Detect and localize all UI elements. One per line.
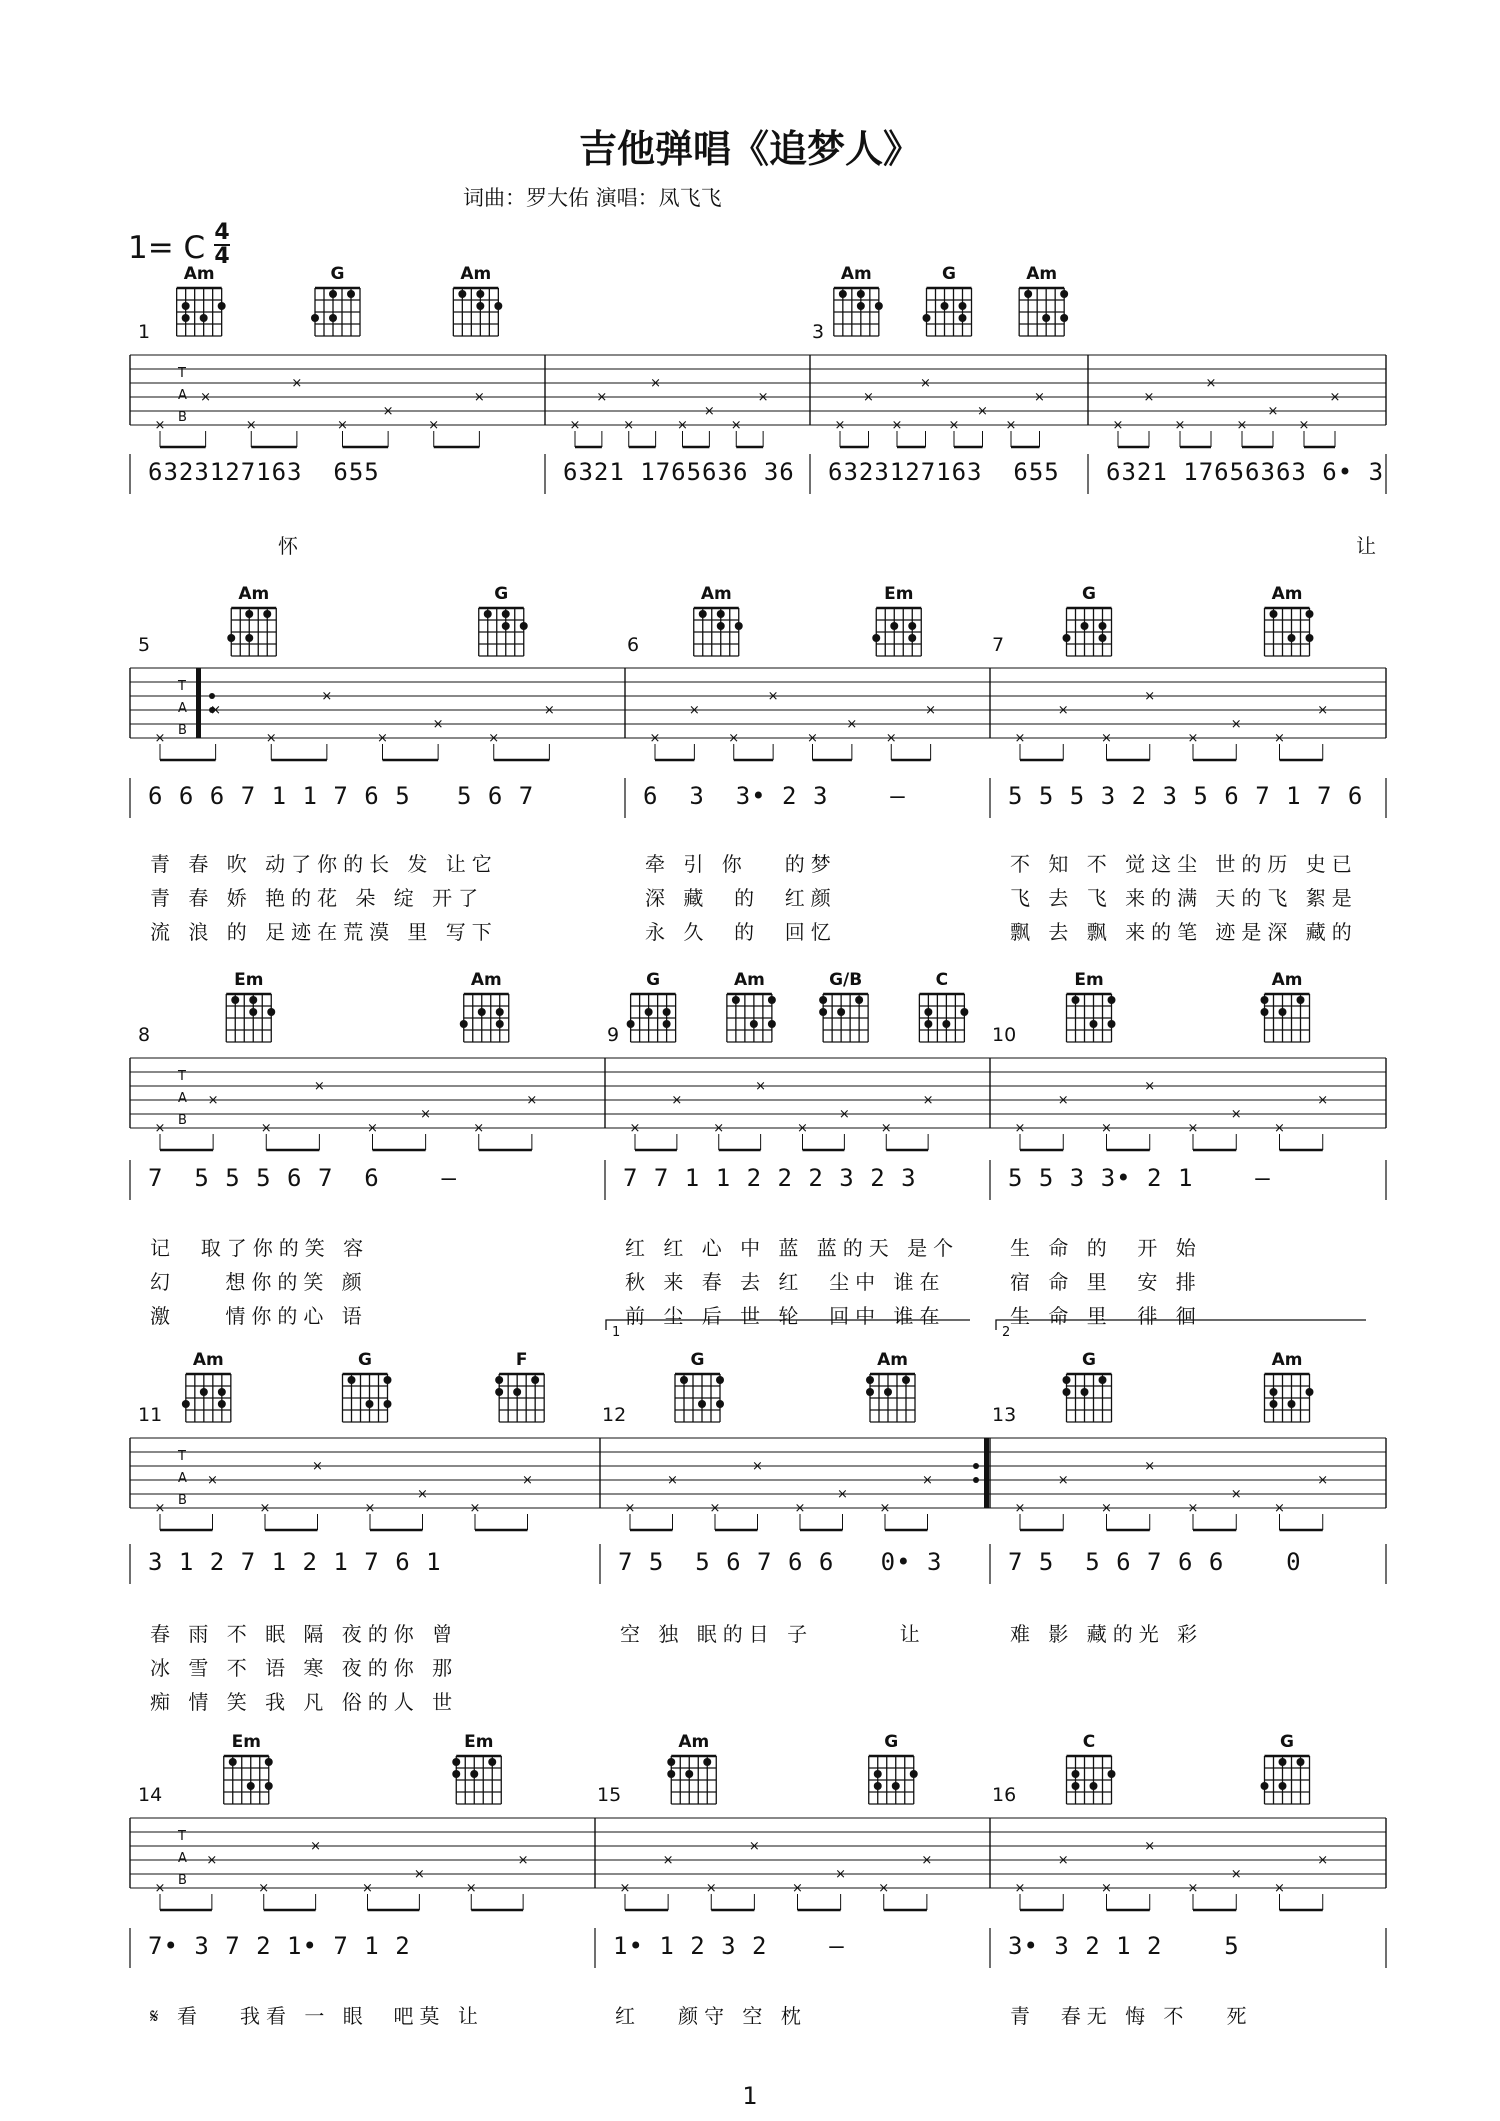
tab-fret-mark: ×	[688, 703, 700, 718]
tab-fret-mark: ×	[377, 731, 388, 746]
lyric-line: 秋 来 春 去 红 尘中 谁在	[625, 1270, 946, 1294]
tab-fret-mark: ×	[488, 731, 500, 746]
tab-fret-mark: ×	[428, 418, 440, 433]
tab-fret-mark: ×	[1144, 1459, 1156, 1474]
lyric-line: 难 影 藏的光 彩	[1010, 1622, 1204, 1646]
tab-clef-letter: A	[178, 701, 187, 716]
lyric-line: 飞 去 飞 来的满 天的飞 絮是	[1010, 886, 1358, 910]
tab-fret-mark: ×	[473, 1121, 485, 1136]
tab-fret-mark: ×	[1057, 1473, 1069, 1488]
tab-fret-mark: ×	[1014, 1121, 1026, 1136]
tab-clef-letter: A	[178, 1471, 187, 1486]
lyric-line: 深 藏 的 红颜	[645, 886, 837, 910]
chord-name: Am	[1271, 1350, 1303, 1370]
tab-fret-mark: ×	[291, 376, 303, 391]
lyric-line: 飘 去 飘 来的笔 迹是深 藏的	[1010, 920, 1358, 944]
measure-number: 6	[627, 634, 640, 656]
tab-fret-mark: ×	[206, 1853, 218, 1868]
chord-name: Am	[1271, 970, 1303, 990]
tab-fret-mark: ×	[709, 1501, 721, 1516]
tab-fret-mark: ×	[662, 1853, 674, 1868]
tab-fret-mark: ×	[677, 418, 688, 433]
tab-fret-mark: ×	[1317, 1853, 1329, 1868]
tab-fret-mark: ×	[885, 731, 897, 746]
tab-clef-letter: T	[178, 1069, 186, 1084]
tab-fret-mark: ×	[1101, 1501, 1112, 1516]
tab-fret-mark: ×	[619, 1881, 631, 1896]
tab-fret-mark: ×	[671, 1093, 683, 1108]
chord-name: Em	[231, 1732, 261, 1752]
finger-dot	[452, 1758, 460, 1766]
numbered-notation: 6323127163 655	[828, 458, 1060, 486]
tab-fret-mark: ×	[1005, 418, 1017, 433]
finger-dot	[910, 1770, 918, 1778]
chord-name: C	[935, 970, 949, 990]
finger-dot	[1279, 1782, 1287, 1790]
tab-fret-mark: ×	[921, 1853, 933, 1868]
chord-name: G	[1280, 1732, 1294, 1752]
tab-fret-mark: ×	[1101, 1121, 1112, 1136]
tab-fret-mark: ×	[245, 418, 257, 433]
tab-fret-mark: ×	[920, 376, 931, 391]
tab-fret-mark: ×	[1274, 1121, 1285, 1136]
chord-name: Am	[183, 264, 215, 284]
tab-fret-mark: ×	[310, 1839, 322, 1854]
tab-fret-mark: ×	[922, 1473, 933, 1488]
chord-name: Am	[700, 584, 732, 604]
tab-fret-mark: ×	[210, 703, 222, 718]
lyric-line: 生 命 里 徘 徊	[1010, 1304, 1202, 1328]
page-title: 吉他弹唱《追梦人》	[578, 126, 921, 171]
measure-number: 15	[597, 1784, 622, 1806]
tab-fret-mark: ×	[752, 1459, 763, 1474]
tab-fret-mark: ×	[703, 404, 715, 419]
finger-dot	[488, 1758, 496, 1766]
numbered-notation: 7 5 5 6 7 6 6 0• 3	[618, 1548, 943, 1576]
finger-dot	[265, 1782, 273, 1790]
measure-number: 9	[607, 1024, 620, 1046]
chord-name: G	[1082, 584, 1096, 604]
tab-fret-mark: ×	[1101, 1881, 1112, 1896]
tab-fret-mark: ×	[1187, 1121, 1199, 1136]
tab-fret-mark: ×	[835, 1867, 847, 1882]
tab-clef-letter: B	[178, 1873, 187, 1888]
tab-fret-mark: ×	[517, 1853, 529, 1868]
tab-clef-letter: T	[178, 1449, 186, 1464]
numbered-notation: 7 7 1 1 2 2 2 3 2 3	[623, 1164, 917, 1192]
tab-fret-mark: ×	[1014, 731, 1026, 746]
lyric-line: 红 颜守 空 枕	[615, 2004, 807, 2028]
tab-fret-mark: ×	[432, 717, 444, 732]
tab-fret-mark: ×	[834, 418, 846, 433]
finger-dot	[1072, 1770, 1080, 1778]
finger-dot	[685, 1770, 693, 1778]
lyric-line: 永 久 的 回忆	[645, 920, 837, 944]
chord-name: G	[494, 584, 509, 604]
tab-fret-mark: ×	[879, 1501, 891, 1516]
tab-fret-mark: ×	[1144, 1839, 1156, 1854]
tab-fret-mark: ×	[837, 1487, 848, 1502]
lyric-line: 激 情你的心 语	[150, 1304, 368, 1328]
tab-fret-mark: ×	[1317, 703, 1329, 718]
tab-fret-mark: ×	[623, 418, 635, 433]
lyric-line: 冰 雪 不 语 寒 夜的你 那	[150, 1656, 459, 1680]
numbered-notation: 6321 17656363 6• 3	[1106, 458, 1385, 486]
lyric-line: 生 命 的 开 始	[1010, 1236, 1202, 1260]
tab-fret-mark: ×	[705, 1881, 717, 1896]
numbered-notation: 1• 1 2 3 2 —	[613, 1932, 845, 1960]
chord-name: G	[330, 264, 345, 284]
lyric-line: 痴 情 笑 我 凡 俗的人 世	[150, 1690, 459, 1714]
chord-name: Am	[877, 1350, 908, 1370]
tab-clef-letter: T	[178, 366, 186, 381]
tab-fret-mark: ×	[313, 1079, 325, 1094]
lyric-line: 𝄋 看 我看 一 眼 吧莫 让	[150, 2004, 484, 2028]
chord-diagram-grid	[224, 1756, 273, 1804]
chord-name: G	[690, 1350, 705, 1370]
tab-fret-mark: ×	[1144, 689, 1156, 704]
lyric-line: 不 知 不 觉这尘 世的历 史已	[1010, 852, 1358, 876]
chord-diagram-grid	[869, 1756, 918, 1804]
tab-fret-mark: ×	[1317, 1093, 1329, 1108]
tab-fret-mark: ×	[757, 390, 769, 405]
tab-fret-mark: ×	[364, 1501, 376, 1516]
tab-fret-mark: ×	[1143, 390, 1155, 405]
finger-dot	[1261, 1782, 1269, 1790]
numbered-notation: 6 6 6 7 1 1 7 6 5 5 6 7	[148, 782, 535, 810]
tab-fret-mark: ×	[337, 418, 348, 433]
time-signature-bottom: 4	[214, 244, 230, 269]
tab-fret-mark: ×	[713, 1121, 725, 1136]
chord-diagram-grid	[667, 1756, 716, 1804]
tab-fret-mark: ×	[755, 1079, 767, 1094]
tab-fret-mark: ×	[1174, 418, 1186, 433]
tab-fret-mark: ×	[154, 1881, 166, 1896]
tab-fret-mark: ×	[650, 376, 662, 391]
numbered-notation: 5 5 3 3• 2 1 —	[1008, 1164, 1271, 1192]
chord-name: Em	[884, 584, 914, 604]
tab-clef-letter: T	[178, 1829, 186, 1844]
tab-fret-mark: ×	[154, 418, 166, 433]
chord-name: Em	[234, 970, 264, 990]
finger-dot	[247, 1782, 255, 1790]
tab-fret-mark: ×	[891, 418, 903, 433]
tab-fret-mark: ×	[321, 689, 333, 704]
lyric-line: 青 春无 悔 不 死	[1010, 2004, 1253, 2028]
chord-name: Am	[1026, 264, 1058, 284]
tab-fret-mark: ×	[846, 717, 858, 732]
numbered-notation: 7 5 5 5 6 7 6 —	[148, 1164, 457, 1192]
finger-dot	[874, 1770, 882, 1778]
tab-fret-mark: ×	[1230, 717, 1242, 732]
chord-name: Am	[192, 1350, 224, 1370]
numbered-notation: 3 1 2 7 1 2 1 7 6 1	[148, 1548, 442, 1576]
tab-fret-mark: ×	[1329, 390, 1341, 405]
lyric-line: 青 春 吹 动了你的长 发 让它	[150, 852, 498, 876]
tab-fret-mark: ×	[1230, 1107, 1242, 1122]
tab-fret-mark: ×	[925, 703, 937, 718]
chord-name: G/B	[829, 970, 863, 990]
tab-clef-letter: A	[178, 1851, 187, 1866]
tab-fret-mark: ×	[596, 390, 608, 405]
tab-fret-mark: ×	[265, 731, 277, 746]
tab-fret-mark: ×	[1267, 404, 1279, 419]
chord-name: G	[942, 264, 956, 284]
finger-dot	[1279, 1758, 1287, 1766]
finger-dot	[1090, 1782, 1098, 1790]
tab-fret-mark: ×	[838, 1107, 850, 1122]
finger-dot	[1108, 1770, 1116, 1778]
tab-fret-mark: ×	[465, 1881, 477, 1896]
lyric-line: 红 红 心 中 蓝 蓝的天 是个	[625, 1236, 960, 1260]
tab-clef-letter: B	[178, 410, 187, 425]
tab-fret-mark: ×	[880, 1121, 892, 1136]
tab-fret-mark: ×	[1274, 1881, 1285, 1896]
finger-dot	[667, 1758, 675, 1766]
tab-fret-mark: ×	[794, 1501, 806, 1516]
tab-fret-mark: ×	[258, 1881, 270, 1896]
tab-fret-mark: ×	[473, 390, 485, 405]
tab-fret-mark: ×	[1101, 731, 1112, 746]
chord-name: C	[1082, 1732, 1096, 1752]
tab-clef-letter: B	[178, 1113, 187, 1128]
chord-name: Em	[464, 1732, 494, 1752]
measure-number: 12	[602, 1404, 627, 1426]
tab-fret-mark: ×	[413, 1867, 425, 1882]
tab-fret-mark: ×	[1187, 1881, 1199, 1896]
numbered-notation: 5 5 5 3 2 3 5 6 7 1 7 6	[1008, 782, 1364, 810]
tab-clef-letter: A	[178, 388, 187, 403]
numbered-notation: 6323127163 655	[148, 458, 380, 486]
numbered-notation: 6321 1765636 36	[563, 458, 795, 486]
tab-fret-mark: ×	[748, 1839, 760, 1854]
chord-name: G	[646, 970, 661, 990]
tab-fret-mark: ×	[922, 1093, 934, 1108]
tab-fret-mark: ×	[1187, 1501, 1199, 1516]
tab-fret-mark: ×	[259, 1501, 271, 1516]
chord-name: Am	[678, 1732, 710, 1752]
tab-fret-mark: ×	[207, 1093, 219, 1108]
tab-fret-mark: ×	[417, 1487, 428, 1502]
tab-fret-mark: ×	[1014, 1881, 1026, 1896]
tab-fret-mark: ×	[728, 731, 740, 746]
tab-fret-mark: ×	[624, 1501, 636, 1516]
tab-fret-mark: ×	[526, 1093, 538, 1108]
numbered-notation: 7 5 5 6 7 6 6 0	[1008, 1548, 1302, 1576]
tab-fret-mark: ×	[382, 404, 394, 419]
finger-dot	[667, 1770, 675, 1778]
tab-fret-mark: ×	[1236, 418, 1248, 433]
tab-fret-mark: ×	[1112, 418, 1124, 433]
tab-fret-mark: ×	[312, 1459, 323, 1474]
chord-diagram-grid	[452, 1756, 501, 1804]
tab-fret-mark: ×	[1205, 376, 1217, 391]
tab-fret-mark: ×	[154, 731, 166, 746]
lyric-line: 流 浪 的 足迹在荒漠 里 写下	[150, 920, 498, 944]
tab-fret-mark: ×	[1057, 703, 1069, 718]
tab-fret-mark: ×	[1057, 1093, 1069, 1108]
tab-fret-mark: ×	[1298, 418, 1310, 433]
tab-fret-mark: ×	[1274, 731, 1285, 746]
finger-dot	[1297, 1758, 1305, 1766]
chord-name: Am	[1271, 584, 1303, 604]
chord-name: Am	[470, 970, 502, 990]
lyric-line: 春 雨 不 眠 隔 夜的你 曾	[150, 1622, 459, 1646]
tab-fret-mark: ×	[1230, 1867, 1242, 1882]
lyric-line: 青 春 娇 艳的花 朵 绽 开了	[150, 886, 485, 910]
chord-name: G	[1082, 1350, 1096, 1370]
tab-fret-mark: ×	[977, 404, 988, 419]
tab-fret-mark: ×	[1144, 1079, 1156, 1094]
finger-dot	[452, 1770, 460, 1778]
chord-name: G	[884, 1732, 899, 1752]
finger-dot	[470, 1770, 478, 1778]
numbered-notation: 7• 3 7 2 1• 7 1 2	[148, 1932, 411, 1960]
tab-clef-letter: T	[178, 679, 186, 694]
key-signature: 1= C	[128, 230, 206, 266]
chord-name: Am	[238, 584, 270, 604]
tab-fret-mark: ×	[420, 1107, 432, 1122]
lyric-line: 幻 想你的笑 颜	[150, 1270, 368, 1294]
numbered-notation: 6 3 3• 2 3 —	[643, 782, 906, 810]
tab-fret-mark: ×	[1057, 1853, 1069, 1868]
tab-fret-mark: ×	[362, 1881, 373, 1896]
finger-dot	[265, 1758, 273, 1766]
tab-fret-mark: ×	[948, 418, 960, 433]
measure-number: 11	[138, 1404, 163, 1426]
measure-number: 14	[138, 1784, 163, 1806]
tab-clef-letter: A	[178, 1091, 187, 1106]
lyric-line: 宿 命 里 安 排	[1010, 1270, 1202, 1294]
tab-fret-mark: ×	[1317, 1473, 1329, 1488]
tab-fret-mark: ×	[863, 390, 874, 405]
measure-number: 8	[138, 1024, 151, 1046]
tab-fret-mark: ×	[469, 1501, 481, 1516]
measure-number: 10	[992, 1024, 1017, 1046]
ending-number: 2	[1002, 1325, 1011, 1340]
tab-fret-mark: ×	[667, 1473, 678, 1488]
tab-fret-mark: ×	[1014, 1501, 1026, 1516]
tab-fret-mark: ×	[207, 1473, 218, 1488]
tab-fret-mark: ×	[649, 731, 661, 746]
finger-dot	[874, 1782, 882, 1790]
tab-fret-mark: ×	[1187, 731, 1199, 746]
tab-fret-mark: ×	[767, 689, 779, 704]
tab-fret-mark: ×	[200, 390, 212, 405]
tab-clef-letter: B	[178, 1493, 187, 1508]
tab-fret-mark: ×	[792, 1881, 803, 1896]
tab-fret-mark: ×	[154, 1501, 166, 1516]
tab-fret-mark: ×	[878, 1881, 890, 1896]
finger-dot	[229, 1758, 237, 1766]
chord-name: Am	[840, 264, 872, 284]
finger-dot	[703, 1758, 711, 1766]
lyric-line: 怀	[278, 534, 304, 558]
lyric-line: 牵 引 你 的梦	[645, 852, 837, 876]
measure-number: 16	[992, 1784, 1017, 1806]
tab-fret-mark: ×	[154, 1121, 166, 1136]
time-signature-top: 4	[214, 220, 230, 245]
chord-name: Am	[733, 970, 765, 990]
tab-fret-mark: ×	[543, 703, 555, 718]
tab-fret-mark: ×	[629, 1121, 641, 1136]
chord-name: Am	[460, 264, 492, 284]
measure-number: 13	[992, 1404, 1017, 1426]
measure-number: 3	[812, 321, 825, 343]
ending-number: 1	[612, 1325, 621, 1340]
tab-clef-letter: B	[178, 723, 187, 738]
tab-fret-mark: ×	[367, 1121, 378, 1136]
chord-diagram-grid	[1261, 1756, 1310, 1804]
chord-name: Em	[1074, 970, 1104, 990]
measure-number: 1	[138, 321, 151, 343]
tab-fret-mark: ×	[522, 1473, 533, 1488]
numbered-notation: 3• 3 2 1 2 5	[1008, 1932, 1240, 1960]
measure-number: 5	[138, 634, 151, 656]
page-number: 1	[742, 2082, 758, 2110]
tab-fret-mark: ×	[1034, 390, 1045, 405]
finger-dot	[892, 1782, 900, 1790]
tab-fret-mark: ×	[1230, 1487, 1242, 1502]
finger-dot	[1072, 1782, 1080, 1790]
tab-fret-mark: ×	[569, 418, 581, 433]
tab-fret-mark: ×	[1274, 1501, 1285, 1516]
lyric-line: 前 尘 后 世 轮 回中 谁在	[625, 1304, 946, 1328]
chord-diagram-grid	[1067, 1756, 1116, 1804]
credits: 词曲：罗大佑 演唱：凤飞飞	[463, 186, 722, 210]
tab-fret-mark: ×	[807, 731, 818, 746]
chord-name: F	[515, 1350, 528, 1370]
lyric-line: 空 独 眠的日 子 让	[620, 1622, 926, 1646]
tab-fret-mark: ×	[730, 418, 742, 433]
chord-name: G	[358, 1350, 372, 1370]
tab-fret-mark: ×	[260, 1121, 272, 1136]
measure-number: 7	[992, 634, 1005, 656]
tab-fret-mark: ×	[797, 1121, 808, 1136]
lyric-line: 记 取了你的笑 容	[150, 1236, 370, 1260]
lyric-line: 让	[1356, 534, 1382, 558]
